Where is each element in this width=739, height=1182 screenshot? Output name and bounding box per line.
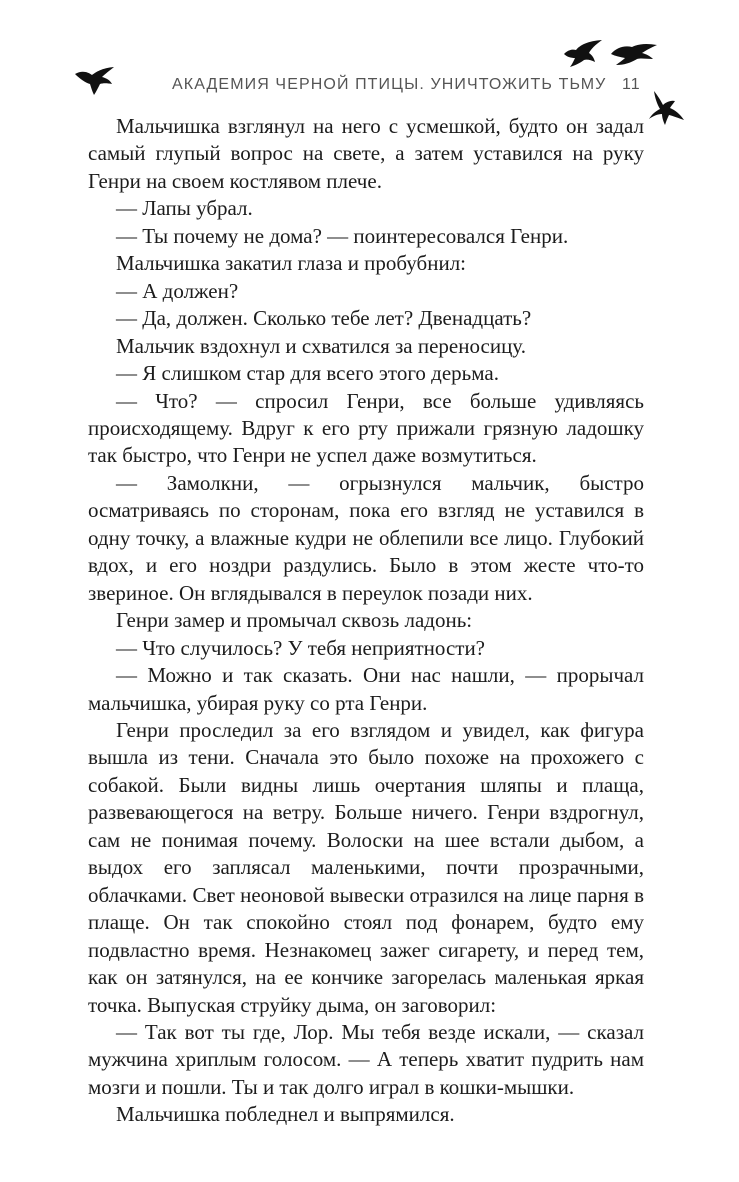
paragraph: — Что случилось? У тебя неприятности?: [116, 635, 485, 660]
paragraph: — Можно и так сказать. Они нас нашли, — прорычал мальчишка, убирая руку со рта Генри.: [88, 663, 644, 715]
crow-silhouette-icon: [610, 42, 658, 66]
paragraph: — Лапы убрал.: [116, 196, 253, 221]
body-text: [88, 113, 644, 1129]
crow-silhouette-icon: [562, 40, 604, 68]
paragraph: — А должен?: [116, 278, 239, 303]
running-header: [0, 76, 739, 100]
paragraph: — Я слишком стар для всего этого дерьма.: [116, 361, 499, 386]
paragraph: Мальчишка взглянул на него с усмешкой, будто он задал самый глупый вопрос на свете, а затем уставился на руку Генри на своем костлявом плече.: [88, 114, 644, 193]
paragraph: — Что? — спросил Генри, все больше удивляясь происходящему. Вдруг к его рту прижали грязную ладошку так быстро, что Генри не успел даже возмутиться.: [88, 388, 644, 468]
paragraph: Мальчишка закатил глаза и пробубнил:: [116, 251, 467, 276]
running-title: АКАДЕМИЯ ЧЕРНОЙ ПТИЦЫ. УНИЧТОЖИТЬ ТЬМУ: [172, 76, 607, 93]
page-number: 11: [622, 76, 641, 93]
paragraph: — Да, должен. Сколько тебе лет? Двенадцать?: [116, 306, 532, 331]
paragraph: Генри замер и промычал сквозь ладонь:: [116, 608, 473, 633]
paragraph: Мальчик вздохнул и схватился за переносицу.: [116, 333, 526, 358]
paragraph: Генри проследил за его взглядом и увидел, как фигура вышла из тени. Сначала это было похоже на прохожего с собакой. Были видны лишь очертания шляпы и плаща, развевающегося на ветру. Больше ничего. Генри вздрогнул, сам не понимая почему. Волоски на шее встали дыбом, а выдох его заплясал маленькими, почти прозрачными, облачками. Свет неоновой вывески отразился на лице парня в плаще. Он так спокойно стоял под фонарем, будто ему подвластно время. Незнакомец зажег сигарету, и перед тем, как он затянулся, на ее кончике загорелась маленькая яркая точка. Выпуская струйку дыма, он заговорил:: [88, 717, 644, 1017]
paragraph: Мальчишка побледнел и выпрямился.: [116, 1102, 455, 1127]
paragraph: — Так вот ты где, Лор. Мы тебя везде искали, — сказал мужчина хриплым голосом. — А теперь хватит пудрить нам мозги и пошли. Ты и так долго играл в кошки-мышки.: [88, 1019, 644, 1099]
paragraph: — Замолкни, — огрызнулся мальчик, быстро осматриваясь по сторонам, пока его взгляд не уставился в одну точку, а влажные кудри не облепили все лицо. Глубокий вдох, и его ноздри раздулись. Было в этом жесте что-то звериное. Он вглядывался в переулок позади них.: [88, 470, 644, 605]
paragraph: — Ты почему не дома? — поинтересовался Генри.: [116, 223, 569, 248]
